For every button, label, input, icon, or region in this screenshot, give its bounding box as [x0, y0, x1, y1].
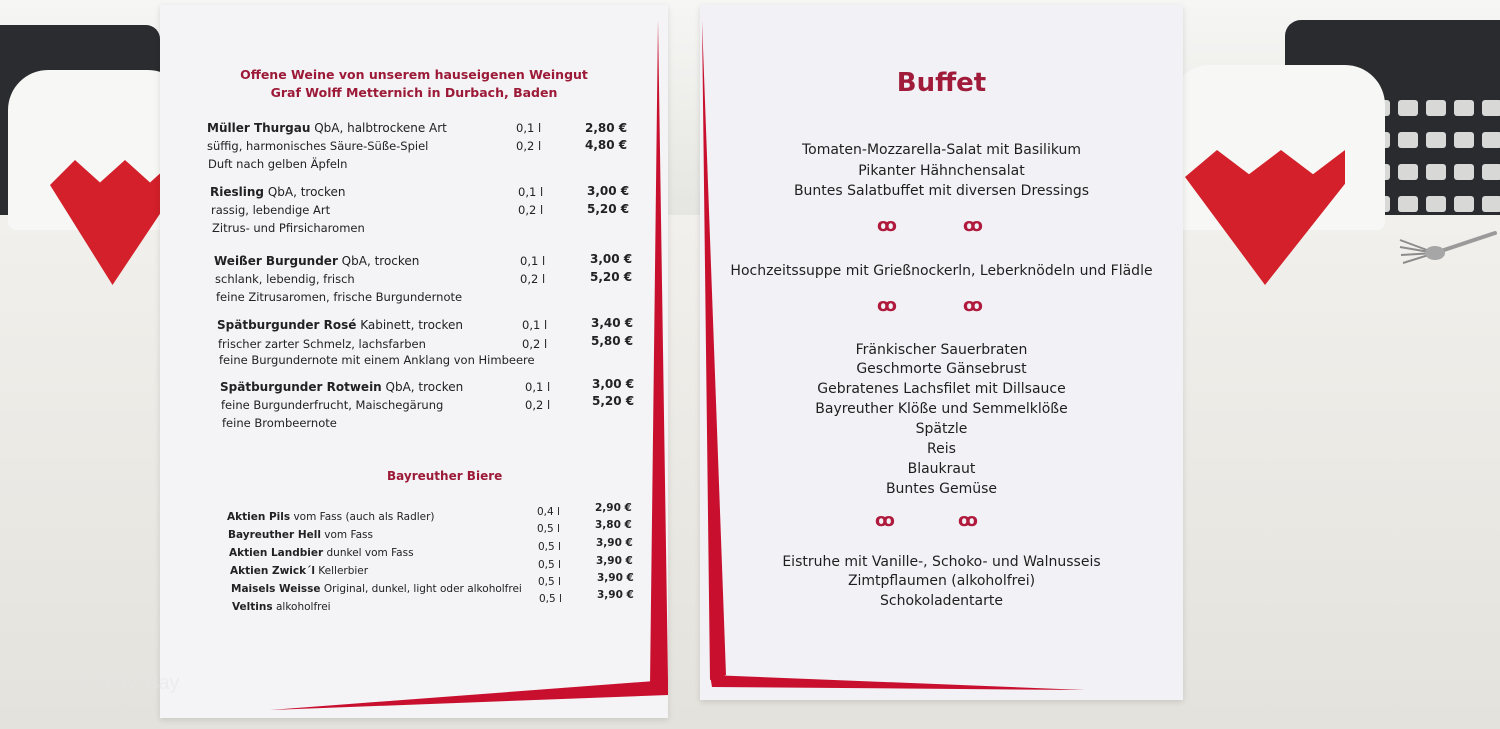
- beer-item: Aktien Landbier dunkel vom Fass: [229, 547, 414, 559]
- wine-volume: 0,2 l: [525, 398, 551, 412]
- wine-volume: 0,2 l: [516, 139, 542, 153]
- beer-heading: Bayreuther Biere: [387, 469, 503, 483]
- wine-item-desc: feine Zitrusaromen, frische Burgundernote: [216, 290, 463, 304]
- wine-item-desc: Duft nach gelben Äpfeln: [208, 157, 348, 171]
- wine-item-desc: Zitrus- und Pfirsicharomen: [212, 221, 365, 235]
- wine-volume: 0,1 l: [525, 380, 551, 394]
- wine-price: 3,40 €: [591, 316, 634, 330]
- menu-page-drinks: [160, 5, 668, 718]
- wine-item-desc: schlank, lebendig, frisch: [215, 272, 355, 286]
- wine-item-desc: süffig, harmonisches Säure-Süße-Spiel: [207, 139, 429, 153]
- beer-item: Aktien Zwick´l Kellerbier: [230, 565, 369, 577]
- beer-volume: 0,4 l: [537, 506, 560, 518]
- wine-volume: 0,1 l: [518, 185, 544, 199]
- dish-item: Hochzeitssuppe mit Grießnockerln, Leberknödeln und Flädle: [730, 263, 1153, 279]
- fork-icon: [1395, 225, 1500, 275]
- beer-price: 3,80 €: [595, 519, 632, 531]
- wine-item-name: Müller Thurgau QbA, halbtrockene Art: [207, 121, 447, 135]
- ornament-icon: ꝏ: [877, 295, 897, 316]
- dish-item: Buntes Salatbuffet mit diversen Dressings: [793, 183, 1090, 199]
- dish-item: Reis: [927, 441, 956, 457]
- dish-item: Buntes Gemüse: [885, 481, 998, 497]
- wine-item-name: Spätburgunder Rotwein QbA, trocken: [220, 380, 464, 394]
- ornament-icon: ꝏ: [875, 510, 895, 531]
- dish-item: Geschmorte Gänsebrust: [856, 361, 1027, 377]
- wine-volume: 0,2 l: [518, 203, 544, 217]
- wine-item-desc: feine Brombeernote: [222, 416, 337, 430]
- menu-page-buffet: [700, 5, 1183, 700]
- dish-item: Fränkischer Sauerbraten: [855, 342, 1028, 358]
- wine-price: 5,20 €: [590, 270, 633, 284]
- beer-price: 3,90 €: [596, 537, 633, 549]
- dish-item: Tomaten-Mozzarella-Salat mit Basilikum: [801, 142, 1082, 158]
- ornament-icon: ꝏ: [963, 215, 983, 236]
- dish-item: Bayreuther Klöße und Semmelklöße: [815, 401, 1068, 417]
- wine-price: 5,20 €: [592, 394, 635, 408]
- wine-volume: 0,2 l: [520, 272, 546, 286]
- wine-item-desc: frischer zarter Schmelz, lachsfarben: [218, 337, 426, 351]
- wine-price: 5,20 €: [587, 202, 630, 216]
- dish-item: Eistruhe mit Vanille-, Schoko- und Walnusseis: [782, 554, 1101, 570]
- beer-price: 3,90 €: [597, 572, 634, 584]
- dish-item: Spätzle: [915, 421, 968, 437]
- wine-heading-line2: Graf Wolff Metternich in Durbach, Baden: [270, 85, 558, 100]
- beer-item: Maisels Weisse Original, dunkel, light oder alkoholfrei: [231, 583, 522, 595]
- ornament-icon: ꝏ: [963, 295, 983, 316]
- beer-item: Aktien Pils vom Fass (auch als Radler): [227, 511, 435, 523]
- wine-price: 4,80 €: [585, 138, 628, 152]
- wine-item-name: Weißer Burgunder QbA, trocken: [214, 254, 420, 268]
- wine-item-name: Spätburgunder Rosé Kabinett, trocken: [217, 318, 464, 332]
- beer-price: 2,90 €: [595, 502, 632, 514]
- beer-volume: 0,5 l: [538, 559, 561, 571]
- wine-item-name: Riesling QbA, trocken: [210, 185, 346, 199]
- wine-item-desc: feine Burgunderfrucht, Maischegärung: [221, 398, 444, 412]
- wine-volume: 0,1 l: [520, 254, 546, 268]
- beer-item: Veltins alkoholfrei: [232, 601, 331, 613]
- beer-volume: 0,5 l: [538, 576, 561, 588]
- dish-item: Pikanter Hähnchensalat: [858, 163, 1025, 179]
- napkin-right: [1170, 60, 1390, 230]
- wine-volume: 0,1 l: [522, 318, 548, 332]
- wine-heading-line1: Offene Weine von unserem hauseigenen Weingut: [240, 67, 588, 82]
- wine-volume: 0,1 l: [516, 121, 542, 135]
- wine-item-desc: feine Burgundernote mit einem Anklang von Himbeere: [219, 353, 535, 367]
- beer-price: 3,90 €: [596, 555, 633, 567]
- beer-volume: 0,5 l: [538, 541, 561, 553]
- buffet-title: Buffet: [896, 68, 987, 98]
- wine-price: 3,00 €: [590, 252, 633, 266]
- ornament-icon: ꝏ: [877, 215, 897, 236]
- wine-item-desc: rassig, lebendige Art: [211, 203, 331, 217]
- wine-volume: 0,2 l: [522, 337, 548, 351]
- beer-volume: 0,5 l: [537, 523, 560, 535]
- wine-price: 3,00 €: [587, 184, 630, 198]
- beer-item: Bayreuther Hell vom Fass: [228, 529, 373, 541]
- watermark: © RSV Bay: [78, 672, 180, 694]
- beer-price: 3,90 €: [597, 589, 634, 601]
- dish-item: Gebratenes Lachsfilet mit Dillsauce: [817, 381, 1066, 397]
- dish-item: Blaukraut: [907, 461, 976, 477]
- wine-price: 3,00 €: [592, 377, 635, 391]
- wine-price: 5,80 €: [591, 334, 634, 348]
- dish-item: Zimtpflaumen (alkoholfrei): [847, 573, 1036, 589]
- beer-volume: 0,5 l: [539, 593, 562, 605]
- ornament-icon: ꝏ: [958, 510, 978, 531]
- dish-item: Schokoladentarte: [880, 593, 1003, 609]
- wine-price: 2,80 €: [585, 121, 628, 135]
